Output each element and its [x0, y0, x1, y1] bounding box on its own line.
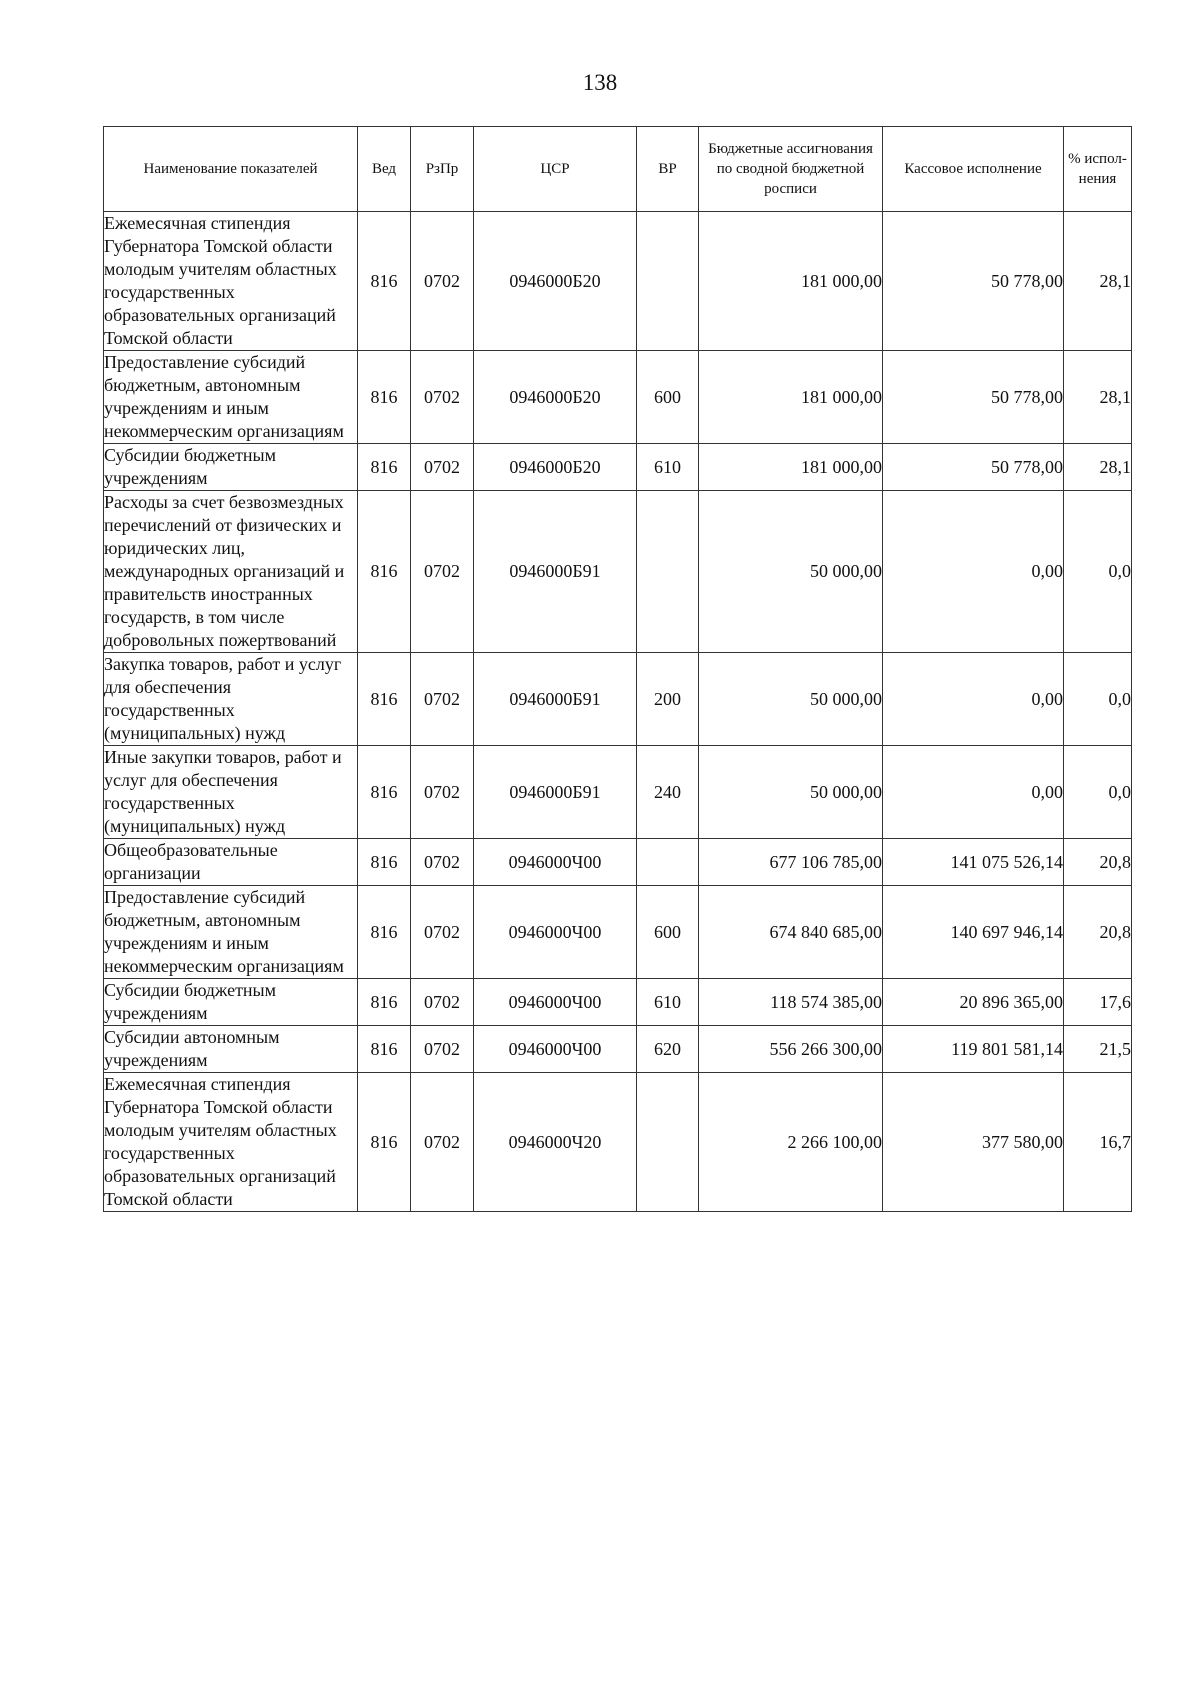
cash-execution-cell: 20 896 365,00: [883, 979, 1064, 1026]
indicator-name: Субсидии бюджетным учреждениям: [104, 979, 358, 1026]
vr-cell: 200: [637, 653, 699, 746]
percent-execution-cell: 0,0: [1064, 653, 1132, 746]
csr-cell: 0946000Б91: [474, 491, 637, 653]
vr-cell: 610: [637, 979, 699, 1026]
cash-execution-cell: 0,00: [883, 746, 1064, 839]
rzpr-cell: 0702: [411, 979, 474, 1026]
indicator-name: Предоставление субсидий бюджетным, автономным учреждениям и иным некоммерческим организациям: [104, 886, 358, 979]
percent-execution-cell: 28,1: [1064, 351, 1132, 444]
ved-cell: 816: [358, 1073, 411, 1212]
table-row: [104, 979, 1132, 1026]
percent-execution-cell: 0,0: [1064, 491, 1132, 653]
indicator-name: Расходы за счет безвозмездных перечислений от физических и юридических лиц, международных организаций и правительств иностранных государств, в том числе добровольных пожертвований: [104, 491, 358, 653]
cash-execution-cell: 0,00: [883, 653, 1064, 746]
csr-cell: 0946000Б20: [474, 444, 637, 491]
header-row: [104, 127, 1132, 212]
page-number: 138: [582, 70, 618, 95]
table-row: [104, 746, 1132, 839]
indicator-name: Закупка товаров, работ и услуг для обеспечения государственных (муниципальных) нужд: [104, 653, 358, 746]
cash-execution-cell: 141 075 526,14: [883, 839, 1064, 886]
rzpr-cell: 0702: [411, 444, 474, 491]
indicator-name: Общеобразовательные организации: [104, 839, 358, 886]
ved-cell: 816: [358, 886, 411, 979]
indicator-name: Ежемесячная стипендия Губернатора Томской области молодым учителям областных государственных образовательных организаций Томской области: [104, 212, 358, 351]
header-ved: Вед: [358, 127, 411, 212]
indicator-name: Субсидии бюджетным учреждениям: [104, 444, 358, 491]
budget-allocation-cell: 50 000,00: [699, 746, 883, 839]
budget-allocation-cell: 181 000,00: [699, 351, 883, 444]
ved-cell: 816: [358, 351, 411, 444]
csr-cell: 0946000Б91: [474, 653, 637, 746]
cash-execution-cell: 119 801 581,14: [883, 1026, 1064, 1073]
table-row: [104, 351, 1132, 444]
ved-cell: 816: [358, 839, 411, 886]
vr-cell: [637, 491, 699, 653]
vr-cell: 620: [637, 1026, 699, 1073]
indicator-name: Предоставление субсидий бюджетным, автономным учреждениям и иным некоммерческим организациям: [104, 351, 358, 444]
rzpr-cell: 0702: [411, 212, 474, 351]
ved-cell: 816: [358, 444, 411, 491]
budget-allocation-cell: 674 840 685,00: [699, 886, 883, 979]
table-row: [104, 491, 1132, 653]
ved-cell: 816: [358, 979, 411, 1026]
rzpr-cell: 0702: [411, 1026, 474, 1073]
header-vr: ВР: [637, 127, 699, 212]
percent-execution-cell: 0,0: [1064, 746, 1132, 839]
vr-cell: 600: [637, 886, 699, 979]
vr-cell: [637, 839, 699, 886]
rzpr-cell: 0702: [411, 351, 474, 444]
table-row: [104, 886, 1132, 979]
vr-cell: 600: [637, 351, 699, 444]
rzpr-cell: 0702: [411, 653, 474, 746]
table-row: [104, 1073, 1132, 1212]
cash-execution-cell: 50 778,00: [883, 351, 1064, 444]
header-indicator-name: Наименование показателей: [104, 127, 358, 212]
csr-cell: 0946000Б91: [474, 746, 637, 839]
csr-cell: 0946000Ч00: [474, 1026, 637, 1073]
cash-execution-cell: 50 778,00: [883, 444, 1064, 491]
cash-execution-cell: 0,00: [883, 491, 1064, 653]
table-row: [104, 653, 1132, 746]
csr-cell: 0946000Ч00: [474, 839, 637, 886]
ved-cell: 816: [358, 746, 411, 839]
ved-cell: 816: [358, 1026, 411, 1073]
budget-allocation-cell: 677 106 785,00: [699, 839, 883, 886]
csr-cell: 0946000Б20: [474, 351, 637, 444]
csr-cell: 0946000Ч20: [474, 1073, 637, 1212]
budget-table: [103, 126, 1132, 1212]
percent-execution-cell: 17,6: [1064, 979, 1132, 1026]
csr-cell: 0946000Б20: [474, 212, 637, 351]
percent-execution-cell: 21,5: [1064, 1026, 1132, 1073]
percent-execution-cell: 28,1: [1064, 212, 1132, 351]
header-budget-allocations: Бюджетные ассигнования по сводной бюджетной росписи: [699, 127, 883, 212]
vr-cell: 610: [637, 444, 699, 491]
ved-cell: 816: [358, 212, 411, 351]
budget-allocation-cell: 181 000,00: [699, 444, 883, 491]
budget-allocation-cell: 2 266 100,00: [699, 1073, 883, 1212]
table-row: [104, 444, 1132, 491]
table-row: [104, 212, 1132, 351]
header-percent-execution: % испол-нения: [1064, 127, 1132, 212]
indicator-name: Ежемесячная стипендия Губернатора Томской области молодым учителям областных государственных образовательных организаций Томской области: [104, 1073, 358, 1212]
vr-cell: 240: [637, 746, 699, 839]
budget-allocation-cell: 50 000,00: [699, 653, 883, 746]
vr-cell: [637, 1073, 699, 1212]
indicator-name: Иные закупки товаров, работ и услуг для обеспечения государственных (муниципальных) нужд: [104, 746, 358, 839]
header-cash-execution: Кассовое исполнение: [883, 127, 1064, 212]
cash-execution-cell: 50 778,00: [883, 212, 1064, 351]
percent-execution-cell: 20,8: [1064, 886, 1132, 979]
cash-execution-cell: 140 697 946,14: [883, 886, 1064, 979]
ved-cell: 816: [358, 653, 411, 746]
header-csr: ЦСР: [474, 127, 637, 212]
rzpr-cell: 0702: [411, 886, 474, 979]
cash-execution-cell: 377 580,00: [883, 1073, 1064, 1212]
table-row: [104, 839, 1132, 886]
rzpr-cell: 0702: [411, 1073, 474, 1212]
budget-allocation-cell: 50 000,00: [699, 491, 883, 653]
rzpr-cell: 0702: [411, 839, 474, 886]
indicator-name: Субсидии автономным учреждениям: [104, 1026, 358, 1073]
table-row: [104, 1026, 1132, 1073]
rzpr-cell: 0702: [411, 746, 474, 839]
csr-cell: 0946000Ч00: [474, 979, 637, 1026]
budget-allocation-cell: 556 266 300,00: [699, 1026, 883, 1073]
budget-allocation-cell: 118 574 385,00: [699, 979, 883, 1026]
ved-cell: 816: [358, 491, 411, 653]
percent-execution-cell: 28,1: [1064, 444, 1132, 491]
csr-cell: 0946000Ч00: [474, 886, 637, 979]
percent-execution-cell: 20,8: [1064, 839, 1132, 886]
header-rzpr: РзПр: [411, 127, 474, 212]
vr-cell: [637, 212, 699, 351]
rzpr-cell: 0702: [411, 491, 474, 653]
percent-execution-cell: 16,7: [1064, 1073, 1132, 1212]
budget-allocation-cell: 181 000,00: [699, 212, 883, 351]
